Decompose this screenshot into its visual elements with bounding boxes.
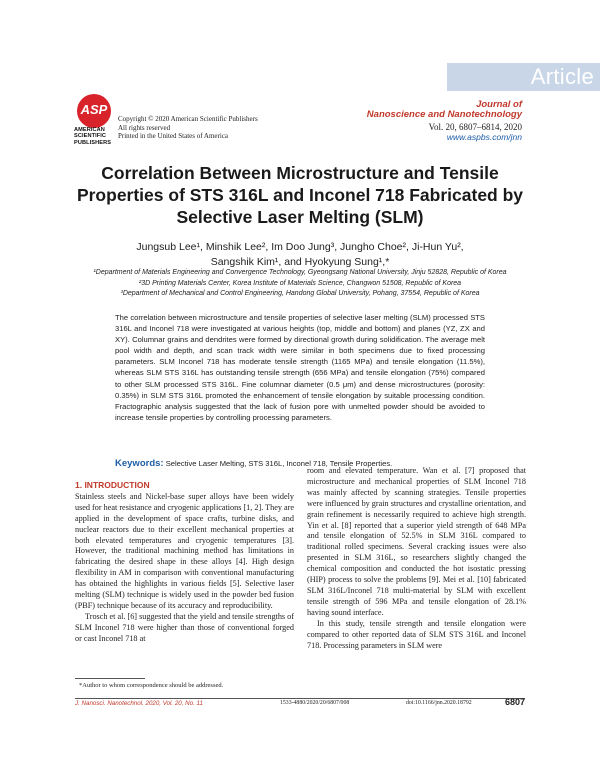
author-line: Sangshik Kim¹, and Hyokyung Sung¹,*: [210, 256, 390, 268]
body-column-right: [307, 466, 526, 651]
article-type-tab: [447, 63, 600, 91]
body-column-left: [75, 480, 294, 645]
section-heading: 1. INTRODUCTION: [75, 480, 150, 490]
footer-divider: [75, 698, 525, 699]
author-line: Jungsub Lee¹, Minshik Lee², Im Doo Jung³, Jungho Choe², Ji-Hun Yu²,: [136, 241, 464, 253]
affiliation-list: [60, 268, 540, 300]
copyright-line: Copyright © 2020 American Scientific Publishers: [118, 115, 258, 123]
publisher-name-line: PUBLISHERS: [74, 139, 112, 146]
article-type-label: Article: [530, 64, 594, 89]
publisher-name: [74, 127, 120, 146]
affiliation: ²3D Printing Materials Center, Korea Institute of Materials Science, Changwon 51508, Republic of Korea: [138, 279, 462, 287]
journal-volume: Vol. 20, 6807–6814, 2020: [428, 122, 522, 132]
journal-url-link[interactable]: www.aspbs.com/jnn: [446, 132, 522, 142]
body-paragraph: Stainless steels and Nickel-base super alloys have been widely used for heat resistance and cryogenic applications [1, 2]. They are applied in the development of space crafts, turbine disks, and nuclear reactors due to their excellent mechanical properties at both elevated temperatures and cryogenic temperatures [3]. However, the traditional machining method has limitations in fabricating the desired shape in these alloys [4]. High design flexibility in AM in comparison with conventional manufacturing has obtained the highlights in various fields [5]. Selective laser melting (SLM) technique is widely used in the powder bed fusion (PBF) technique because of its accuracy and reproducibility.: [75, 491, 295, 610]
page-number: 6807: [504, 697, 525, 707]
footer-issn: 1533-4880/2020/20/6807/008: [280, 700, 350, 706]
keywords-list: Selective Laser Melting, STS 316L, Inconel 718, Tensile Properties.: [165, 459, 393, 468]
body-paragraph: room and elevated temperature. Wan et al. [7] proposed that microstructure and mechanical properties of SLM Inconel 718 was mainly affected by scanning strategies. Tensile properties were influenced by grain structures and crystalline orientation, and grain refinement is necessarily required to achieve high strength. Yin et al. [8] reported that a superior yield strength of 648 MPa and tensile elongation of 52.5% in SLM 316L compared to traditional rolled specimens. Several cracking issues were also presented in SLM 316L, so researchers slightly changed the chemical composition and conducted the hot isostatic pressing (HIP) process to solve the problems [9]. Mei et al. [10] fabricated SLM 316L/Inconel 718 multi-material by SLM with excellent tensile strength of 596 MPa and tensile elongation of 28.1% having sound interface.: [307, 466, 526, 617]
publisher-logo: [77, 94, 111, 128]
copyright-line: Printed in the United States of America: [118, 132, 229, 140]
publisher-name-line: SCIENTIFIC: [74, 133, 107, 140]
journal-name: [367, 100, 522, 120]
affiliation: ³Department of Mechanical and Control Engineering, Handong Global University, Pohang, 37554, Republic of Korea: [120, 290, 480, 297]
abstract: The correlation between microstructure and tensile properties of selective laser melting (SLM) processed STS 316L and Inconel 718 were investigated at various heights (top, middle and bottom) and planes (YZ, ZX and XY). Columnar grains and dendrites were formed by directional growth during solidification. The average melt pool width and depth, and scan track width were similar in both specimens due to fixed processing parameters. SLM Inconel 718 has moderate tensile strength (1165 MPa) and tensile elongation (11.5%), whereas SLM STS 316L has outstanding tensile strength (656 MPa) and tensile elongation (75%) compared to other SLM processed STS 316L. Fine columnar diameter (0.5 μm) and dense microstructures (porosity: 0.35%) in SLM STS 316L promoted the enhancement of tensile elongation by suitable processing condition. Fractographic analysis suggested that the lack of fusion pore with unmelted powder should be avoided to increase tensile properties by controlling processing parameters.: [115, 313, 485, 422]
journal-name-line: Nanoscience and Nanotechnology: [366, 109, 522, 120]
footer-doi: doi:10.1166/jnn.2020.18792: [406, 700, 472, 706]
journal-name-line: Journal of: [476, 99, 522, 110]
footer-citation: J. Nanosci. Nanotechnol. 2020, Vol. 20, No. 11: [75, 700, 203, 707]
correspondence-footnote: *Author to whom correspondence should be addressed.: [79, 682, 224, 689]
logo-letters: ASP: [80, 102, 108, 117]
body-paragraph: In this study, tensile strength and tensile elongation were compared to other reported data of SLM STS 316L and Inconel 718. Processing parameters in SLM were: [307, 618, 526, 650]
footnote-divider: [75, 678, 145, 679]
author-list: [100, 240, 500, 270]
body-paragraph: Trosch et al. [6] suggested that the yield and tensile strengths of SLM Inconel 718 were higher than those of conventional forged or cast Inconel 718 at: [75, 611, 294, 643]
publisher-name-line: AMERICAN: [74, 127, 105, 133]
paper-title: Correlation Between Microstructure and Tensile Properties of STS 316L and Inconel 718 Fabricated by Selective Laser Melting (SLM): [76, 163, 524, 227]
keywords-label: Keywords:: [115, 458, 164, 469]
copyright-notice: [118, 115, 258, 141]
affiliation: ¹Department of Materials Engineering and Convergence Technology, Gyeongsang National University, Jinju 52828, Republic of Korea: [93, 269, 507, 276]
copyright-line: All rights reserved: [118, 123, 171, 132]
